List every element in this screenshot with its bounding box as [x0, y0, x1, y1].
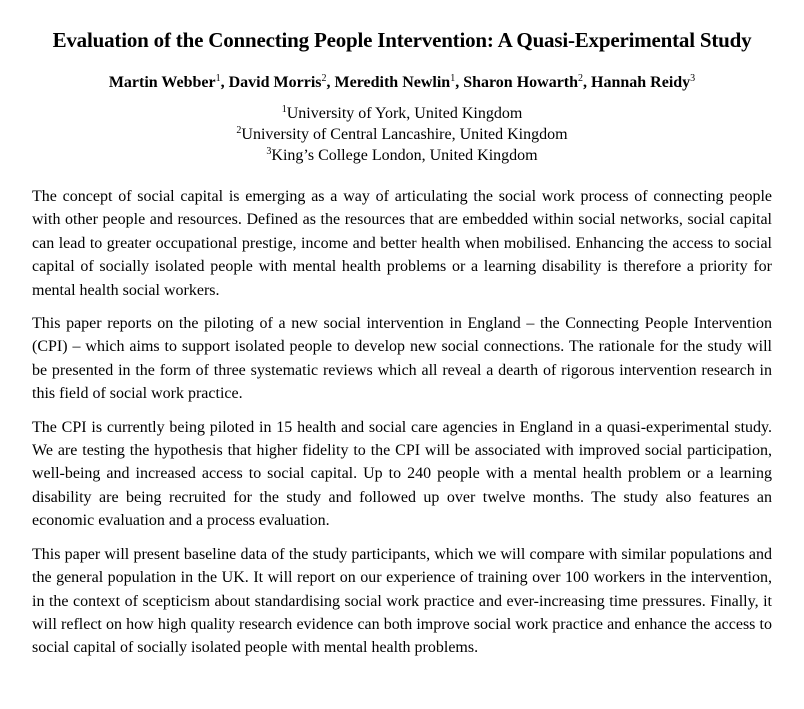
- affiliation-mark: 2: [578, 73, 584, 84]
- affiliation-mark: 3: [690, 73, 696, 84]
- author-name: David Morris: [228, 74, 322, 91]
- affiliation-name: University of Central Lancashire, United Kingdom: [241, 126, 568, 143]
- author-separator: ,: [455, 74, 464, 91]
- affiliation: [32, 145, 772, 166]
- affiliation-mark: 3: [266, 146, 272, 157]
- author-separator: ,: [220, 74, 229, 91]
- abstract-paragraph: This paper reports on the piloting of a new social intervention in England – the Connecting People Intervention (CPI) – which aims to support isolated people to develop new social connections. The rationale for the study will be presented in the form of three systematic reviews which all reveal a dearth of rigorous intervention research in this field of social work practice.: [32, 315, 772, 403]
- affiliation-mark: 1: [215, 73, 221, 84]
- paper-title: Evaluation of the Connecting People Intervention: A Quasi-Experimental Study: [52, 28, 752, 52]
- affiliation-mark: 2: [321, 73, 327, 84]
- affiliation-mark: 1: [281, 104, 287, 115]
- abstract-paragraph: The concept of social capital is emerging as a way of articulating the social work process of connecting people with other people and resources. Defined as the resources that are embedded within social networks, social capital can lead to greater occupational prestige, income and better health when mobilised. Enhancing the access to social capital of socially isolated people with mental health problems or a learning disability is therefore a priority for mental health social workers.: [32, 188, 772, 299]
- paper-page: [32, 0, 772, 670]
- author-name: Martin Webber: [108, 74, 216, 91]
- author: [591, 74, 695, 91]
- author: [463, 74, 583, 91]
- abstract: [32, 185, 772, 660]
- author-name: Hannah Reidy: [591, 74, 691, 91]
- author-name: Meredith Newlin: [334, 74, 451, 91]
- affiliation-mark: 1: [450, 73, 456, 84]
- affiliation-mark: 2: [236, 125, 242, 136]
- author-separator: ,: [583, 74, 592, 91]
- affiliation-list: [32, 103, 772, 166]
- abstract-paragraph: The CPI is currently being piloted in 15 health and social care agencies in England in a quasi-experimental study. We are testing the hypothesis that higher fidelity to the CPI will be associated with improved social participation, well-being and increased access to social capital. Up to 240 people with a mental health problem or a learning disability are being recruited for the study and followed up over twelve months. The study also features an economic evaluation and a process evaluation.: [32, 418, 772, 530]
- affiliation-name: University of York, United Kingdom: [286, 105, 523, 122]
- author-list: [32, 73, 772, 93]
- affiliation: [32, 103, 772, 124]
- author-separator: ,: [326, 74, 335, 91]
- author: [335, 74, 456, 91]
- author-name: Sharon Howarth: [463, 74, 579, 91]
- affiliation-name: King’s College London, United Kingdom: [271, 147, 538, 164]
- author: [109, 74, 221, 91]
- author: [229, 74, 327, 91]
- affiliation: [32, 124, 772, 145]
- abstract-paragraph: This paper will present baseline data of the study participants, which we will compare with similar populations and the general population in the UK. It will report on our experience of training over 100 workers in the intervention, in the context of scepticism about standardising social work practice and ever-increasing time pressures. Finally, it will reflect on how high quality research evidence can both improve social work practice and enhance the access to social capital of socially isolated people with mental health problems.: [32, 545, 772, 657]
